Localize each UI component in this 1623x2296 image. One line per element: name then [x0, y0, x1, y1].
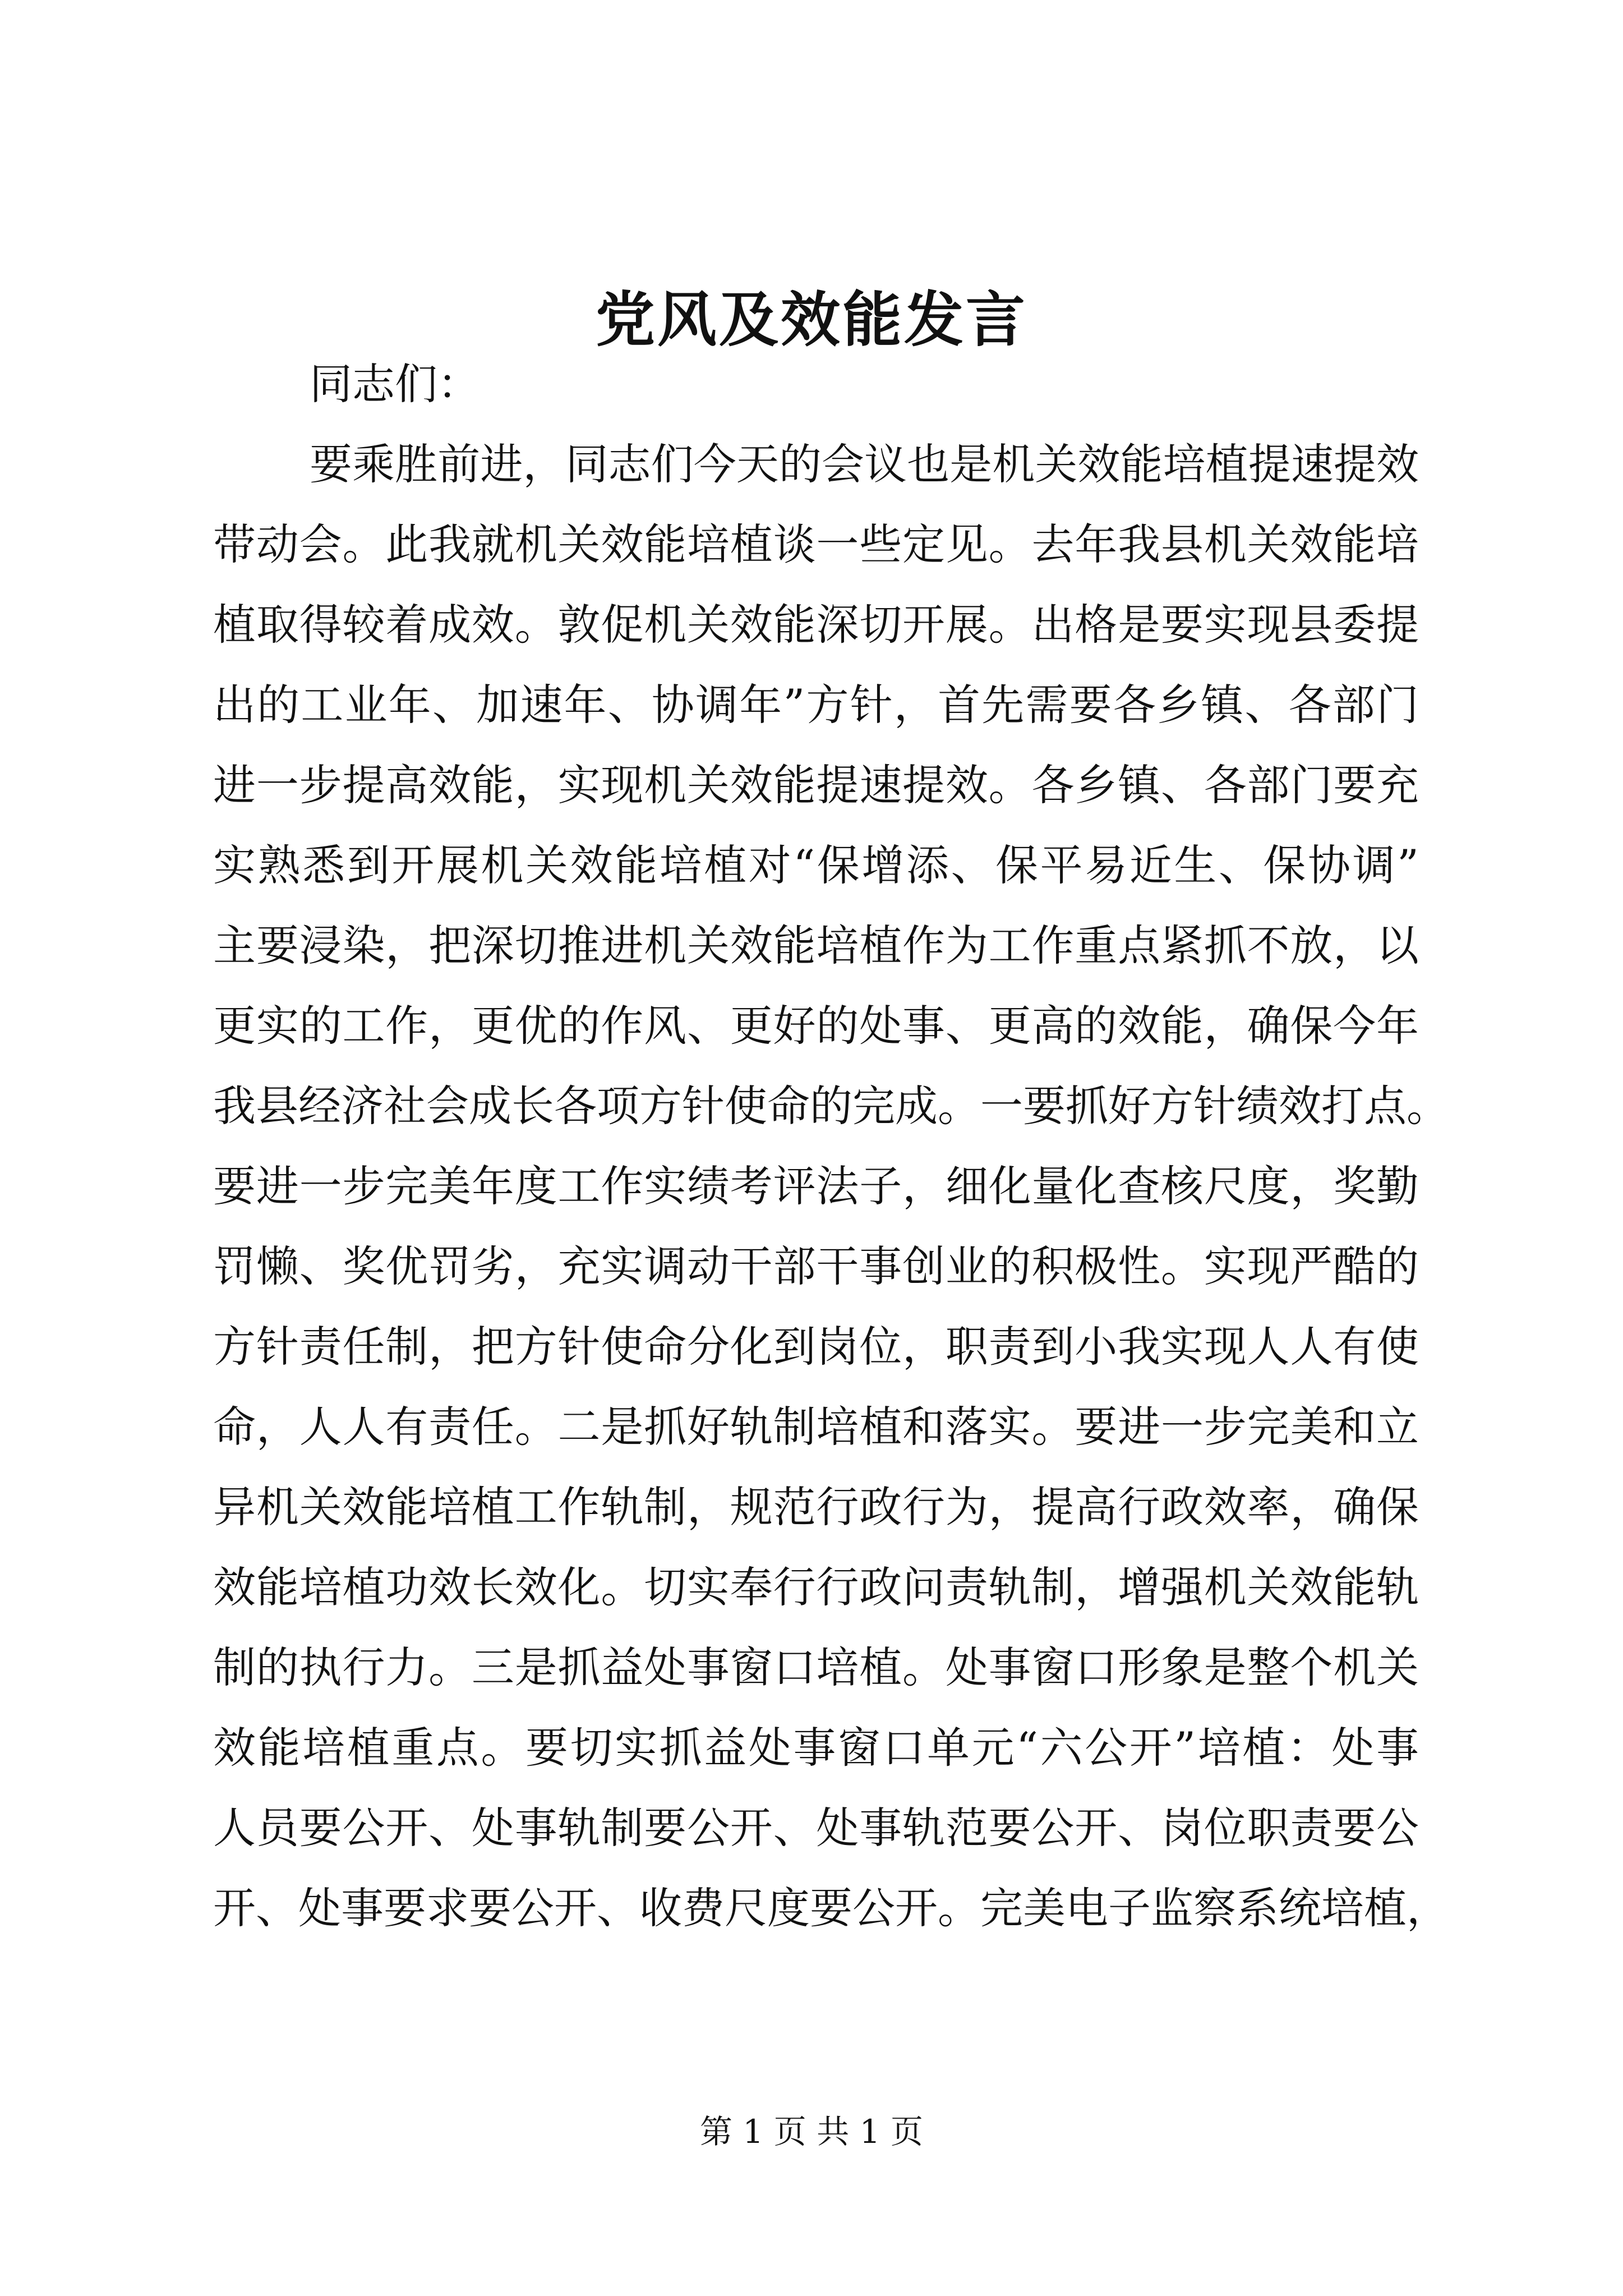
body-line: 制的执行力。三是抓益处事窗口培植。处事窗口形象是整个机关	[213, 1642, 1419, 1692]
body-line: 效能培植重点。要切实抓益处事窗口单元“六公开”培植：处事	[213, 1723, 1419, 1773]
body-line: 要乘胜前进，同志们今天的会议也是机关效能培植提速提效	[310, 439, 1419, 489]
body-line: 我县经济社会成长各项方针使命的完成。一要抓好方针绩效打点。	[213, 1081, 1449, 1131]
body-line: 命，人人有责任。二是抓好轨制培植和落实。要进一步完美和立	[213, 1402, 1419, 1452]
body-line: 带动会。此我就机关效能培植谈一些定见。去年我县机关效能培	[213, 519, 1419, 569]
body-line: 进一步提高效能，实现机关效能提速提效。各乡镇、各部门要充	[213, 760, 1419, 810]
body-line: 罚懒、奖优罚劣，充实调动干部干事创业的积极性。实现严酷的	[213, 1241, 1419, 1291]
document-title: 党风及效能发言	[596, 284, 1027, 355]
body-line: 人员要公开、处事轨制要公开、处事轨范要公开、岗位职责要公	[213, 1803, 1419, 1853]
body-line: 效能培植功效长效化。切实奉行行政问责轨制，增强机关效能轨	[213, 1562, 1419, 1612]
body-line: 主要浸染，把深切推进机关效能培植作为工作重点紧抓不放，以	[213, 921, 1419, 970]
body-line: 要进一步完美年度工作实绩考评法子，细化量化查核尺度，奖勤	[213, 1161, 1419, 1211]
body-line: 实熟悉到开展机关效能培植对“保增添、保平易近生、保协调”	[213, 840, 1419, 890]
body-line: 方针责任制，把方针使命分化到岗位，职责到小我实现人人有使	[213, 1322, 1419, 1372]
body-line: 开、处事要求要公开、收费尺度要公开。完美电子监察系统培植，	[213, 1883, 1449, 1933]
body-line: 植取得较着成效。敦促机关效能深切开展。出格是要实现县委提	[213, 600, 1419, 650]
body-line: 更实的工作，更优的作风、更好的处事、更高的效能，确保今年	[213, 1001, 1419, 1051]
body-line: 异机关效能培植工作轨制，规范行政行为，提高行政效率，确保	[213, 1482, 1419, 1532]
page-number-footer: 第 1 页 共 1 页	[700, 2113, 923, 2151]
salutation-line: 同志们：	[310, 359, 480, 409]
body-line: 出的工业年、加速年、协调年”方针，首先需要各乡镇、各部门	[213, 680, 1419, 730]
